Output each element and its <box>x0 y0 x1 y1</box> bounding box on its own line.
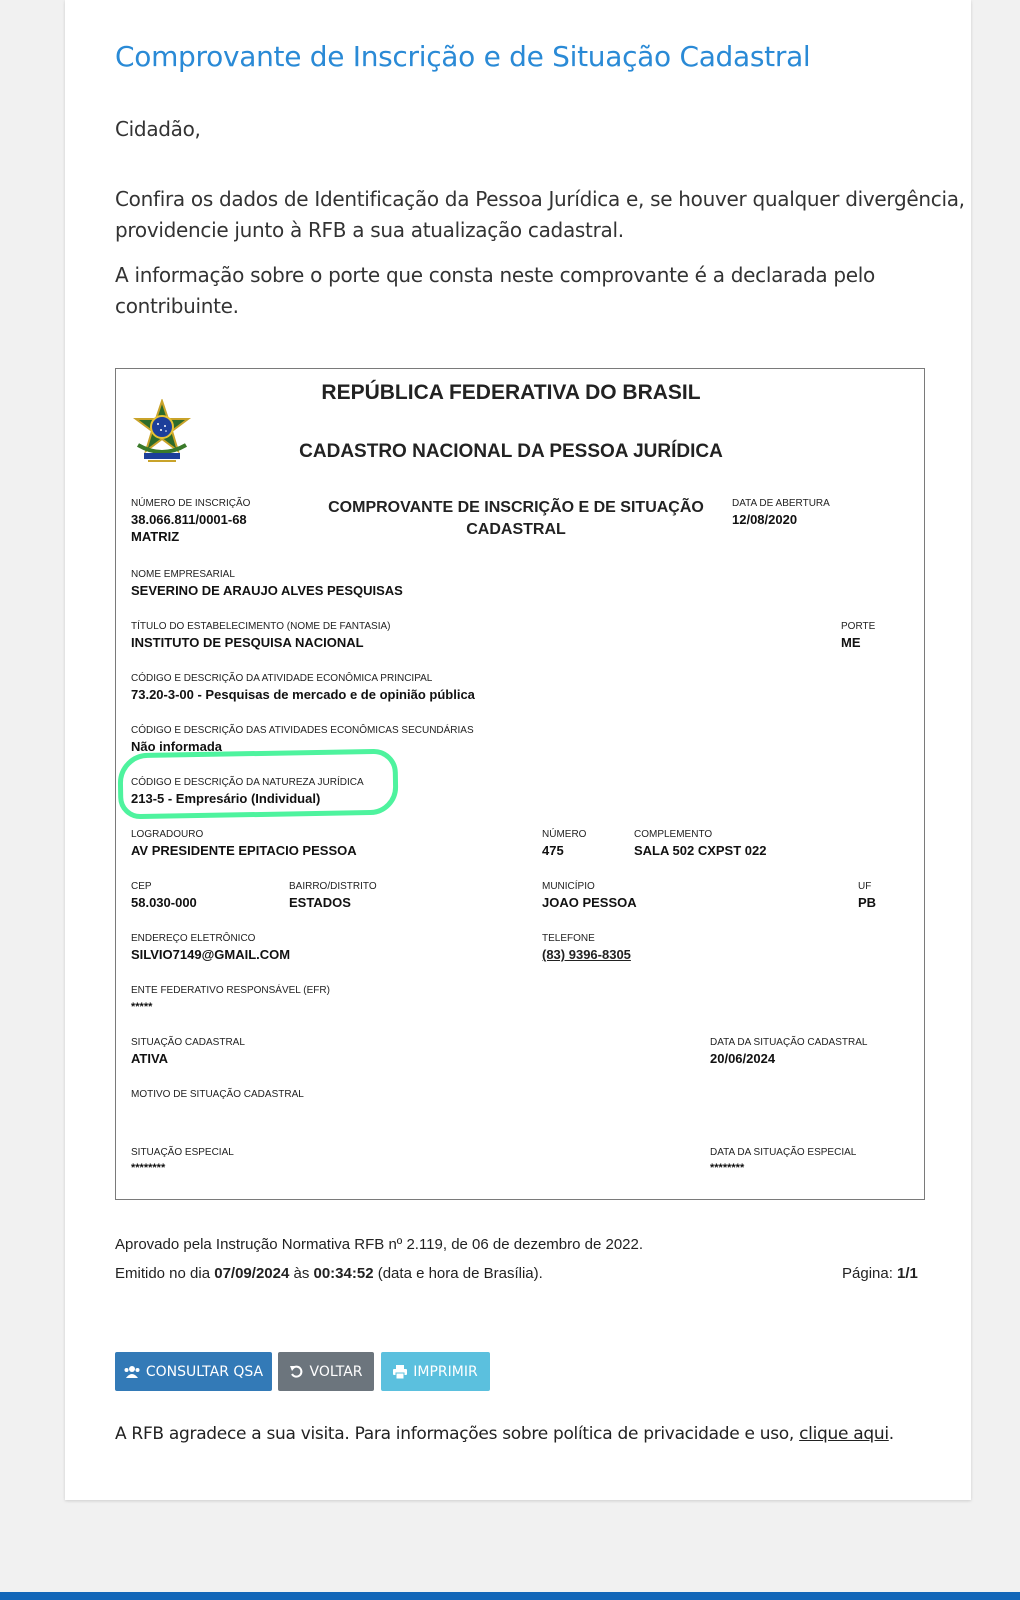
privacy-end: . <box>888 1424 894 1444</box>
bairro-label: BAIRRO/DISTRITO <box>289 881 377 892</box>
emitido-text <box>115 1265 543 1282</box>
print-icon <box>393 1365 407 1379</box>
complemento-label: COMPLEMENTO <box>634 829 713 840</box>
pagina-value: 1/1 <box>897 1265 918 1282</box>
efr-label: ENTE FEDERATIVO RESPONSÁVEL (EFR) <box>131 985 330 996</box>
emitido-suffix: (data e hora de Brasília). <box>377 1265 543 1282</box>
email-value: SILVIO7149@GMAIL.COM <box>131 947 291 962</box>
situacao-value: ATIVA <box>131 1051 169 1066</box>
privacy-text <box>115 1424 894 1444</box>
comprovante-heading-line-2: CADASTRAL <box>466 521 566 538</box>
numero-value: 475 <box>542 843 564 858</box>
page-title: Comprovante de Inscrição e de Situação Cadastral <box>115 40 811 73</box>
atividade-principal-label: CÓDIGO E DESCRIÇÃO DA ATIVIDADE ECONÔMICA PRINCIPAL <box>131 673 433 684</box>
municipio-label: MUNICÍPIO <box>542 881 595 892</box>
motivo-label: MOTIVO DE SITUAÇÃO CADASTRAL <box>131 1089 304 1100</box>
emitido-data: 07/09/2024 <box>214 1265 290 1282</box>
data-situacao-especial-label: DATA DA SITUAÇÃO ESPECIAL <box>710 1147 857 1158</box>
porte-line-1: A informação sobre o porte que consta neste comprovante é a declarada pelo <box>115 263 875 287</box>
cep-value: 58.030-000 <box>131 895 197 910</box>
intro-line-2: providencie junto à RFB a sua atualização cadastral. <box>115 218 624 242</box>
privacy-link[interactable]: clique aqui <box>799 1424 889 1444</box>
cnpj-document <box>115 368 925 1200</box>
natureza-juridica-label: CÓDIGO E DESCRIÇÃO DA NATUREZA JURÍDICA <box>131 777 364 788</box>
porte-line-2: contribuinte. <box>115 294 239 318</box>
matriz-value: MATRIZ <box>131 529 180 544</box>
emitido-prefix: Emitido no dia <box>115 1265 211 1282</box>
situacao-especial-label: SITUAÇÃO ESPECIAL <box>131 1147 234 1158</box>
numero-inscricao-label: NÚMERO DE INSCRIÇÃO <box>131 498 251 509</box>
uf-value: PB <box>858 895 877 910</box>
complemento-value: SALA 502 CXPST 022 <box>634 843 767 858</box>
efr-value: ***** <box>131 1001 153 1013</box>
imprimir-label: IMPRIMIR <box>413 1363 478 1380</box>
voltar-label: VOLTAR <box>309 1363 363 1380</box>
pagina-label: Página: <box>842 1265 893 1282</box>
cep-label: CEP <box>131 881 152 892</box>
titulo-value: INSTITUTO DE PESQUISA NACIONAL <box>131 635 364 650</box>
emitido-hora: 00:34:52 <box>313 1265 374 1282</box>
natureza-juridica-value: 213-5 - Empresário (Individual) <box>131 791 321 806</box>
republica-heading: REPÚBLICA FEDERATIVA DO BRASIL <box>321 381 701 404</box>
brazil-coat-of-arms-icon <box>130 399 194 465</box>
consultar-qsa-label: CONSULTAR QSA <box>145 1363 264 1380</box>
privacy-message: A RFB agradece a sua visita. Para informações sobre política de privacidade e uso, <box>115 1424 795 1444</box>
content-card <box>65 0 971 1500</box>
atividades-secundarias-value: Não informada <box>131 739 223 754</box>
data-situacao-label: DATA DA SITUAÇÃO CADASTRAL <box>710 1037 868 1048</box>
situacao-especial-value: ******** <box>131 1162 166 1174</box>
logradouro-label: LOGRADOURO <box>131 829 204 840</box>
porte-paragraph <box>115 260 875 322</box>
numero-inscricao-value: 38.066.811/0001-68 <box>131 512 247 527</box>
data-abertura-value: 12/08/2020 <box>732 512 798 527</box>
pagina-text <box>842 1265 918 1282</box>
undo-icon <box>290 1365 304 1379</box>
porte-value: ME <box>841 635 861 650</box>
telefone-link[interactable]: (83) 9396-8305 <box>542 947 631 962</box>
atividades-secundarias-label: CÓDIGO E DESCRIÇÃO DAS ATIVIDADES ECONÔMICAS SECUNDÁRIAS <box>131 725 474 736</box>
aprovado-text: Aprovado pela Instrução Normativa RFB nº 2.119, de 06 de dezembro de 2022. <box>115 1236 644 1253</box>
situacao-label: SITUAÇÃO CADASTRAL <box>131 1037 245 1048</box>
intro-line-1: Confira os dados de Identificação da Pessoa Jurídica e, se houver qualquer divergência, <box>115 187 965 211</box>
bottom-bar <box>0 1592 1020 1600</box>
telefone-label: TELEFONE <box>542 933 595 944</box>
greeting: Cidadão, <box>115 117 201 141</box>
nome-empresarial-label: NOME EMPRESARIAL <box>131 569 235 580</box>
porte-label: PORTE <box>841 621 876 632</box>
comprovante-heading-line-1: COMPROVANTE DE INSCRIÇÃO E DE SITUAÇÃO <box>328 499 704 516</box>
data-situacao-especial-value: ******** <box>710 1162 745 1174</box>
uf-label: UF <box>858 881 872 892</box>
bairro-value: ESTADOS <box>289 895 351 910</box>
emitido-as: às <box>293 1265 310 1282</box>
nome-empresarial-value: SEVERINO DE ARAUJO ALVES PESQUISAS <box>131 583 403 598</box>
users-icon <box>124 1365 140 1379</box>
data-situacao-value: 20/06/2024 <box>710 1051 776 1066</box>
intro-paragraph <box>115 184 965 246</box>
logradouro-value: AV PRESIDENTE EPITACIO PESSOA <box>131 843 357 858</box>
consultar-qsa-button[interactable] <box>115 1352 272 1391</box>
comprovante-heading <box>311 497 721 541</box>
voltar-button[interactable] <box>278 1352 374 1391</box>
municipio-value: JOAO PESSOA <box>542 895 637 910</box>
data-abertura-label: DATA DE ABERTURA <box>732 498 830 509</box>
atividade-principal-value: 73.20-3-00 - Pesquisas de mercado e de opinião pública <box>131 687 475 702</box>
email-label: ENDEREÇO ELETRÔNICO <box>131 933 256 944</box>
cadastro-heading: CADASTRO NACIONAL DA PESSOA JURÍDICA <box>299 441 723 462</box>
imprimir-button[interactable] <box>381 1352 490 1391</box>
titulo-label: TÍTULO DO ESTABELECIMENTO (NOME DE FANTASIA) <box>131 621 391 632</box>
numero-label: NÚMERO <box>542 829 587 840</box>
